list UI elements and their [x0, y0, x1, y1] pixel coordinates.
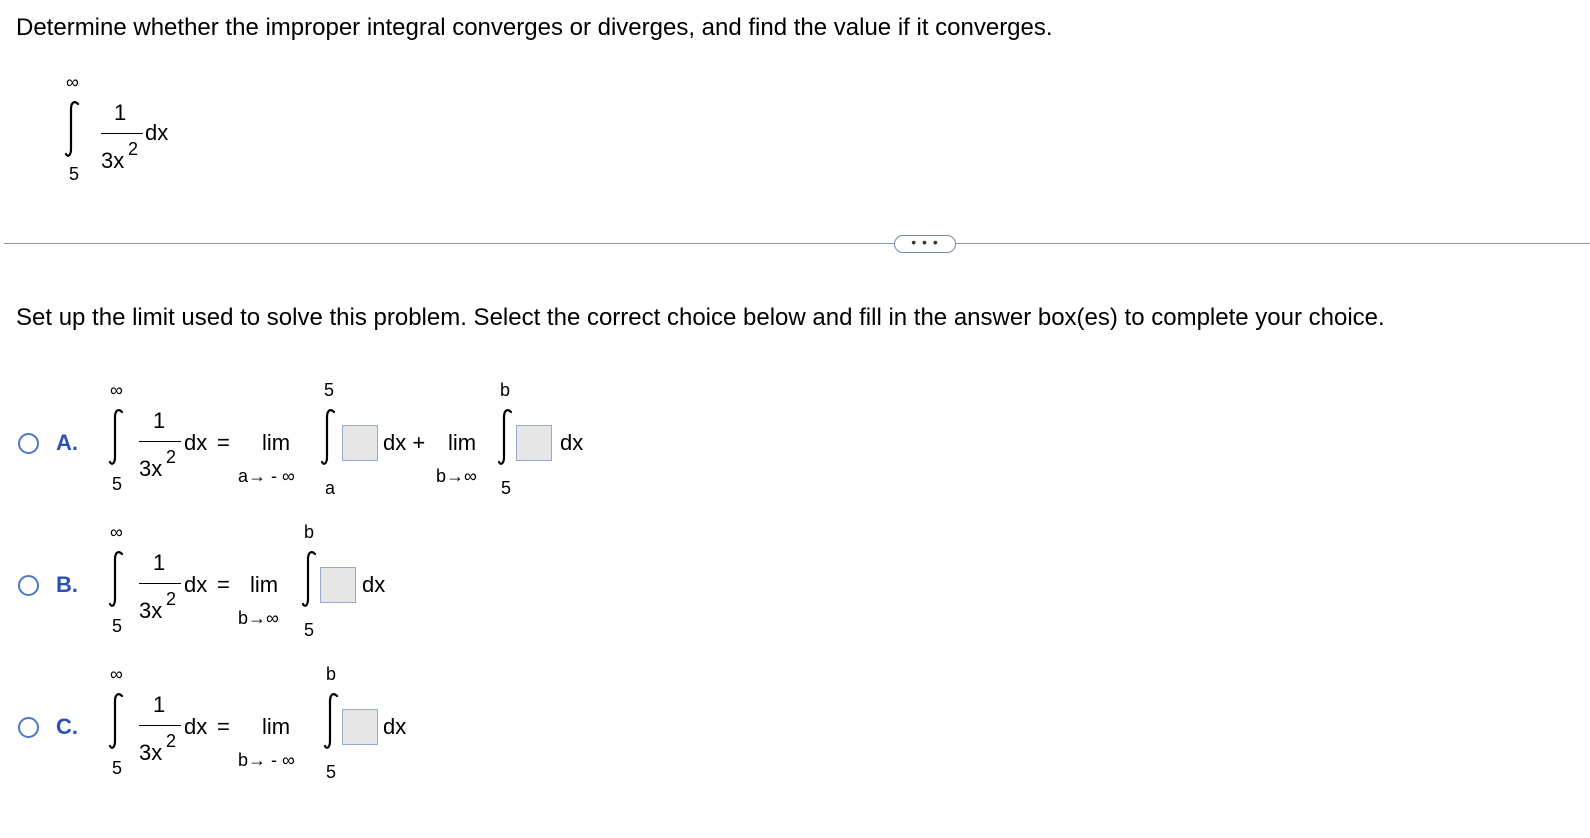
choice-b-lhs-differential: dx	[184, 572, 208, 597]
choice-a-answer-box-2[interactable]	[516, 425, 552, 461]
choice-a-letter[interactable]: A.	[56, 430, 78, 455]
choice-c-dx-end: dx	[383, 714, 407, 739]
integral-sign	[108, 550, 126, 608]
denominator-exponent: 2	[128, 139, 139, 159]
choice-c-numerator: 1	[153, 692, 166, 717]
choice-a-lhs-upper: ∞	[110, 380, 123, 400]
choice-a-lim1-sub: a→ - ∞	[238, 466, 295, 486]
integral-lower-limit: 5	[69, 164, 80, 184]
choice-c-lhs-upper: ∞	[110, 664, 123, 684]
choice-a-int2-lower: 5	[501, 478, 512, 498]
choice-c-letter[interactable]: C.	[56, 714, 78, 739]
choice-c-answer-box[interactable]	[342, 709, 378, 745]
choice-a-dx-end: dx	[560, 430, 584, 455]
choice-a-lim1-word: lim	[262, 430, 291, 455]
choice-b-lhs-upper: ∞	[110, 522, 123, 542]
numerator: 1	[114, 100, 127, 125]
choice-b-lhs-lower: 5	[112, 616, 123, 636]
fraction-bar	[101, 133, 143, 134]
choice-a-lhs-lower: 5	[112, 474, 123, 494]
denominator-base: 3x	[101, 148, 125, 173]
integral-sign	[108, 408, 126, 466]
choice-b-radio[interactable]	[18, 575, 39, 596]
choice-a-int1-lower: a	[325, 478, 336, 498]
choice-a-denominator-exponent: 2	[166, 447, 177, 467]
choice-b-lim-word: lim	[250, 572, 279, 597]
integral-sign	[323, 692, 341, 750]
integral-sign	[108, 692, 126, 750]
more-options-button[interactable]: • • •	[894, 235, 956, 253]
choice-c-lim-word: lim	[262, 714, 291, 739]
integral-sign	[320, 408, 338, 466]
choice-c-equals: =	[217, 714, 230, 739]
choice-c-int-upper: b	[326, 664, 337, 684]
choice-b-equals: =	[217, 572, 230, 597]
choice-a-numerator: 1	[153, 408, 166, 433]
integral-upper-limit: ∞	[66, 72, 79, 92]
choice-c-lim-sub: b→ - ∞	[238, 750, 295, 770]
choice-b-answer-box[interactable]	[320, 567, 356, 603]
choice-b-lim-sub: b→∞	[238, 608, 279, 628]
integral-sign	[301, 550, 319, 608]
choice-a-dx-plus: dx +	[383, 430, 426, 455]
choice-b-denominator-exponent: 2	[166, 589, 177, 609]
choice-c-lhs-lower: 5	[112, 758, 123, 778]
fraction-bar	[139, 725, 181, 726]
choice-b-letter[interactable]: B.	[56, 572, 78, 597]
choice-b-denominator-base: 3x	[139, 598, 163, 623]
choice-a-lim2-sub: b→∞	[436, 466, 477, 486]
integral-sign	[497, 408, 515, 466]
choice-c-denominator-base: 3x	[139, 740, 163, 765]
choice-a-lhs-differential: dx	[184, 430, 208, 455]
choice-a-answer-box-1[interactable]	[342, 425, 378, 461]
choice-a-int1-upper: 5	[324, 380, 335, 400]
choice-a-radio[interactable]	[18, 433, 39, 454]
choice-c-radio[interactable]	[18, 717, 39, 738]
choice-a-lim2-word: lim	[448, 430, 477, 455]
choice-a-denominator-base: 3x	[139, 456, 163, 481]
instruction-text: Set up the limit used to solve this problem. Select the correct choice below and fill in the answer box(es) to complete your choice.	[16, 304, 1385, 331]
choice-b-dx-end: dx	[362, 572, 386, 597]
choice-c-lhs-differential: dx	[184, 714, 208, 739]
choice-b-int-lower: 5	[304, 620, 315, 640]
choice-a-int2-upper: b	[500, 380, 511, 400]
question-prompt: Determine whether the improper integral converges or diverges, and find the value if it converges.	[16, 14, 1053, 41]
section-divider	[4, 243, 1590, 244]
integral-sign	[64, 100, 82, 158]
differential: dx	[145, 120, 169, 145]
choice-b-numerator: 1	[153, 550, 166, 575]
choice-b-int-upper: b	[304, 522, 315, 542]
choice-a-equals: =	[217, 430, 230, 455]
choice-c-int-lower: 5	[326, 762, 337, 782]
fraction-bar	[139, 583, 181, 584]
fraction-bar	[139, 441, 181, 442]
choice-c-denominator-exponent: 2	[166, 731, 177, 751]
